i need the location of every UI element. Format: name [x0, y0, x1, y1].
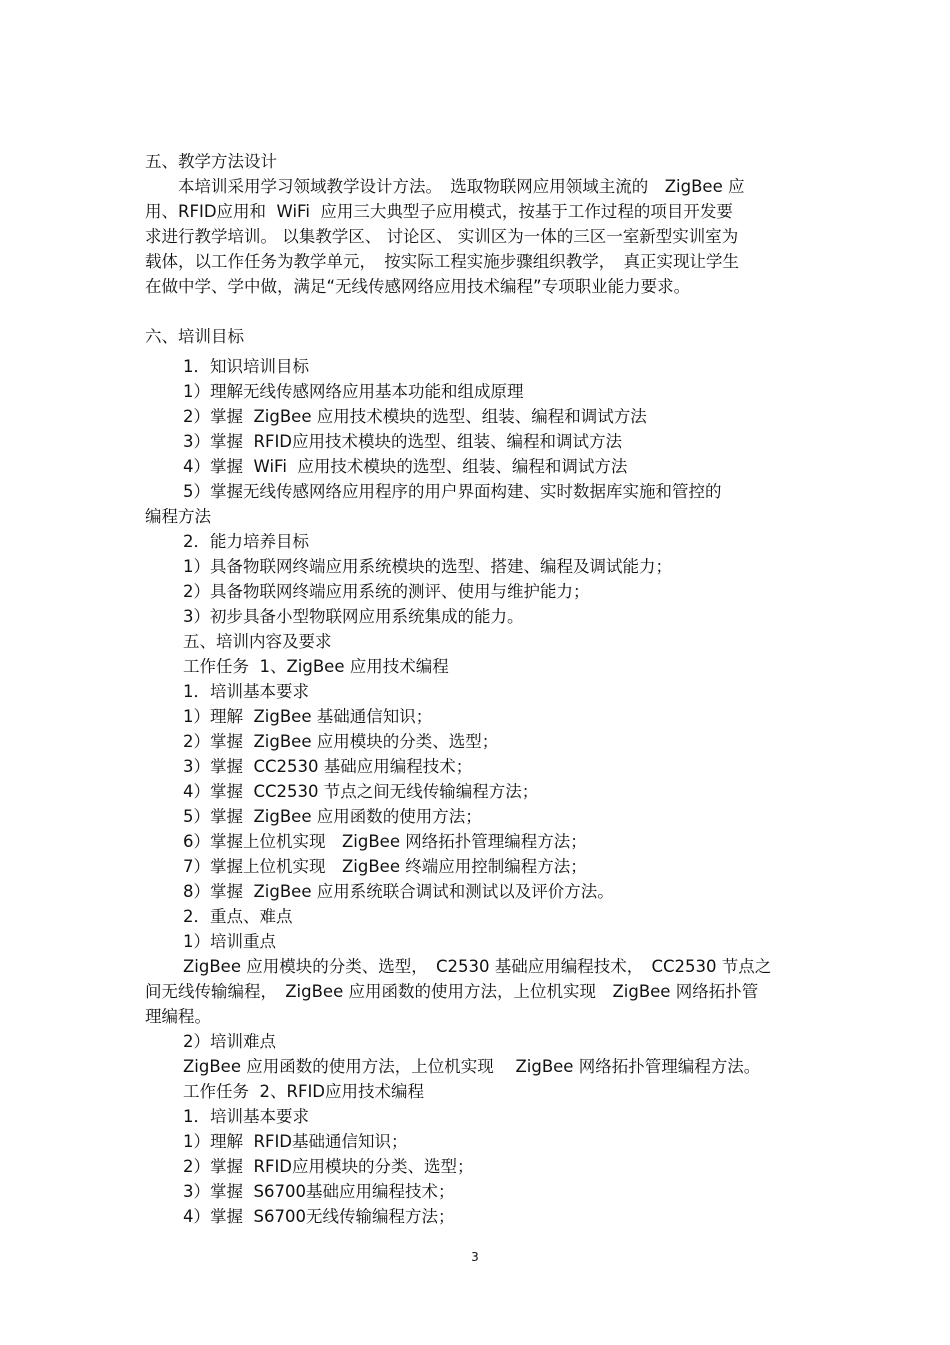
text-line: 2）掌握 ZigBee 应用模块的分类、选型； — [183, 732, 499, 751]
text-line: 工作任务 2、RFID应用技术编程 — [183, 1082, 425, 1101]
text-line: 4）掌握 CC2530 节点之间无线传输编程方法； — [183, 782, 539, 801]
text-line: 1）培训重点 — [183, 932, 276, 951]
text-line: 5）掌握 ZigBee 应用函数的使用方法； — [183, 807, 482, 826]
text-line: 2．重点、难点 — [183, 907, 293, 926]
text-line: 6）掌握上位机实现 ZigBee 网络拓扑管理编程方法； — [183, 832, 587, 851]
text-line: 3）掌握 S6700基础应用编程技术； — [183, 1182, 455, 1201]
text-line: 1．知识培训目标 — [183, 357, 309, 376]
text-line: 2）掌握 ZigBee 应用技术模块的选型、组装、编程和调试方法 — [183, 407, 647, 426]
text-line: 求进行教学培训。 以集教学区、 讨论区、 实训区为一体的三区一室新型实训室为 — [145, 227, 739, 246]
text-line: 2）培训难点 — [183, 1032, 276, 1051]
text-line: 在做中学、学中做，满足“无线传感网络应用技术编程”专项职业能力要求。 — [145, 277, 691, 296]
text-line: ZigBee 应用模块的分类、选型， C2530 基础应用编程技术， CC2530 节点之 — [183, 957, 772, 976]
text-line: 1）理解无线传感网络应用基本功能和组成原理 — [183, 382, 524, 401]
text-line: 1）理解 ZigBee 基础通信知识； — [183, 707, 433, 726]
text-line: 4）掌握 WiFi 应用技术模块的选型、组装、编程和调试方法 — [183, 457, 628, 476]
text-line: 载体，以工作任务为教学单元， 按实际工程实施步骤组织教学， 真正实现让学生 — [145, 252, 739, 271]
text-line: 五、培训内容及要求 — [183, 632, 332, 651]
text-line: 六、培训目标 — [145, 327, 244, 346]
text-line: 1）具备物联网终端应用系统模块的选型、搭建、编程及调试能力； — [183, 557, 672, 576]
text-line: 3）掌握 CC2530 基础应用编程技术； — [183, 757, 473, 776]
text-line: 用、RFID应用和 WiFi 应用三大典型子应用模式，按基于工作过程的项目开发要 — [145, 202, 733, 221]
text-line: 工作任务 1、ZigBee 应用技术编程 — [183, 657, 449, 676]
text-line: 五、教学方法设计 — [145, 152, 277, 171]
text-line: 1．培训基本要求 — [183, 682, 309, 701]
text-line: 间无线传输编程， ZigBee 应用函数的使用方法，上位机实现 ZigBee 网络拓扑管 — [145, 982, 759, 1001]
text-line: 1）理解 RFID基础通信知识； — [183, 1132, 408, 1151]
text-line: 3）初步具备小型物联网应用系统集成的能力。 — [183, 607, 524, 626]
text-line: 3）掌握 RFID应用技术模块的选型、组装、编程和调试方法 — [183, 432, 623, 451]
text-line: 7）掌握上位机实现 ZigBee 终端应用控制编程方法； — [183, 857, 587, 876]
page-number: 3 — [471, 1250, 479, 1264]
text-line: 5）掌握无线传感网络应用程序的用户界面构建、实时数据库实施和管控的 — [183, 482, 722, 501]
text-line: 2）掌握 RFID应用模块的分类、选型； — [183, 1157, 474, 1176]
text-line: 1．培训基本要求 — [183, 1107, 309, 1126]
text-line: 编程方法 — [145, 507, 211, 526]
text-line: 2．能力培养目标 — [183, 532, 309, 551]
text-line: ZigBee 应用函数的使用方法，上位机实现 ZigBee 网络拓扑管理编程方法。 — [183, 1057, 761, 1076]
text-line: 2）具备物联网终端应用系统的测评、使用与维护能力； — [183, 582, 590, 601]
text-line: 4）掌握 S6700无线传输编程方法； — [183, 1207, 455, 1226]
text-line: 8）掌握 ZigBee 应用系统联合调试和测试以及评价方法。 — [183, 882, 614, 901]
text-line: 本培训采用学习领域教学设计方法。 选取物联网应用领域主流的 ZigBee 应 — [145, 177, 745, 196]
text-line: 理编程。 — [145, 1007, 211, 1026]
